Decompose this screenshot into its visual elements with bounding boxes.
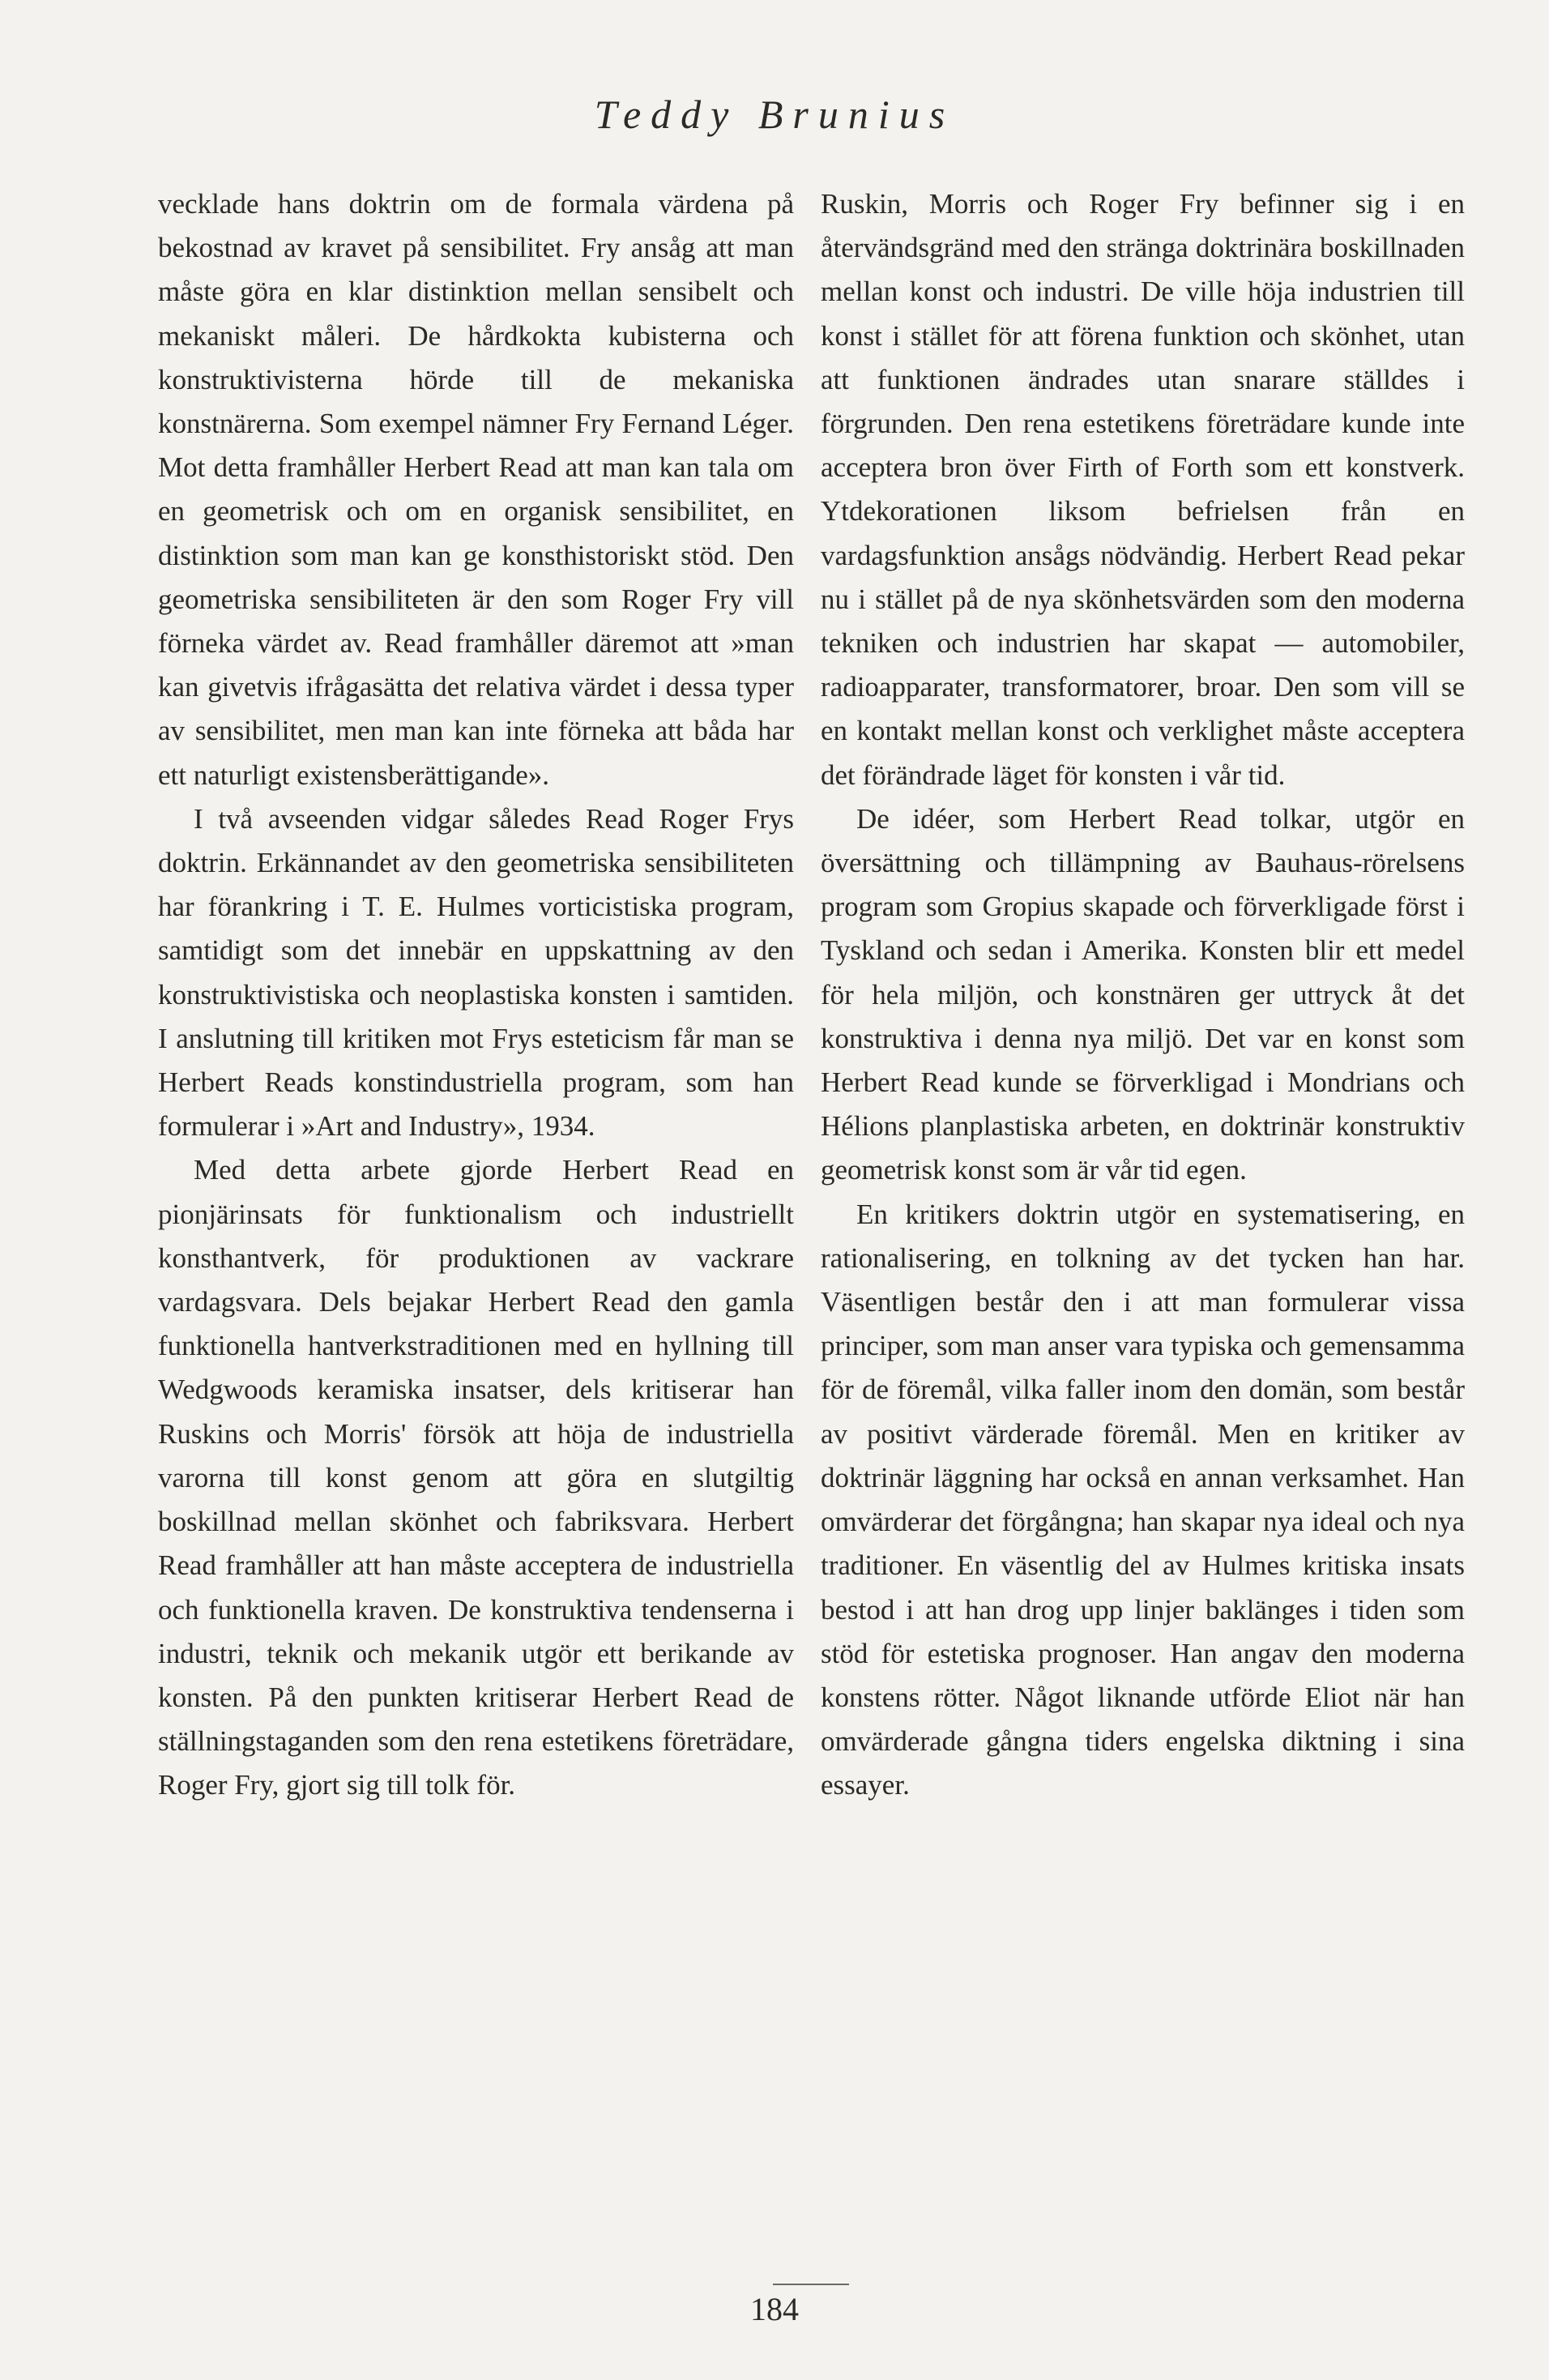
right-paragraph-1: Ruskin, Morris och Roger Fry befinner sig i en återvändsgränd med den stränga doktrinära boskillnaden mellan konst och industri. De ville höja industrien till konst i stället för att förena funktion och skönhet, utan att funktionen ändrades utan snarare ställdes i förgrunden. Den rena estetikens företrädare kunde inte acceptera bron över Firth of Forth som ett konstverk. Ytdekorationen liksom befrielsen från en vardagsfunktion ansågs nödvändig. Herbert Read pekar nu i stället på de nya skönhetsvärden som den moderna tekniken och industrien har skapat — automobiler, radioapparater, transformatorer, broar. Den som vill se en kontakt mellan konst och verklighet måste acceptera det förändrade läget för konsten i vår tid. [821, 188, 1465, 791]
left-paragraph-2: I två avseenden vidgar således Read Roger Frys doktrin. Erkännandet av den geometriska sensibiliteten har förankring i T. E. Hulmes vorticistiska program, samtidigt som det innebär en uppskattning av den konstruktivistiska och neoplastiska konsten i samtiden. I anslutning till kritiken mot Frys esteticism får man se Herbert Reads konstindustriella program, som han formulerar i »Art and Industry», 1934. [158, 802, 794, 1143]
left-column [158, 182, 794, 1808]
right-paragraph-2: De idéer, som Herbert Read tolkar, utgör en översättning och tillämpning av Bauhaus-rörelsens program som Gropius skapade och förverkligade först i Tyskland och sedan i Amerika. Konsten blir ett medel för hela miljön, och konstnären ger uttryck åt det konstruktiva i denna nya miljö. Det var en konst som Herbert Read kunde se förverkligad i Mondrians och Hélions planplastiska arbeten, en doktrinär konstruktiv geometrisk konst som är vår tid egen. [821, 802, 1465, 1186]
left-paragraph-1: vecklade hans doktrin om de formala värdena på bekostnad av kravet på sensibilitet. Fry ansåg att man måste göra en klar distinktion mellan sensibelt och mekaniskt måleri. De hårdkokta kubisterna och konstruktivisterna hörde till de mekaniska konstnärerna. Som exempel nämner Fry Fernand Léger. Mot detta framhåller Herbert Read att man kan tala om en geometrisk och om en organisk sensibilitet, en distinktion som man kan ge konsthistoriskt stöd. Den geometriska sensibiliteten är den som Roger Fry vill förneka värdet av. Read framhåller däremot att »man kan givetvis ifrågasätta det relativa värdet i dessa typer av sensibilitet, men man kan inte förneka att båda har ett naturligt existensberättigande». [158, 188, 794, 791]
page-number-rule [773, 2284, 849, 2285]
page-number: 184 [750, 2291, 799, 2327]
right-column [821, 182, 1465, 1808]
right-paragraph-3: En kritikers doktrin utgör en systematisering, en rationalisering, en tolkning av det tycken han har. Väsentligen består den i att man formulerar vissa principer, som man anser vara typiska och gemensamma för de föremål, vilka faller inom den domän, som består av positivt värderade föremål. Men en kritiker av doktrinär läggning har också en annan verksamhet. Han omvärderar det förgångna; han skapar nya ideal och nya traditioner. En väsentlig del av Hulmes kritiska insats bestod i att han drog upp linjer baklänges i tiden som stöd för estetiska prognoser. Han angav den moderna konstens rötter. Något liknande utförde Eliot när han omvärderade gångna tiders engelska diktning i sina essayer. [821, 1198, 1465, 1801]
running-head: Teddy Brunius [594, 92, 955, 137]
left-paragraph-3: Med detta arbete gjorde Herbert Read en pionjärinsats för funktionalism och industriellt konsthantverk, för produktionen av vackrare vardagsvara. Dels bejakar Herbert Read den gamla funktionella hantverkstraditionen med en hyllning till Wedgwoods keramiska insatser, dels kritiserar han Ruskins och Morris' försök att höja de industriella varorna till konst genom att göra en slutgiltig boskillnad mellan skönhet och fabriksvara. Herbert Read framhåller att han måste acceptera de industriella och funktionella kraven. De konstruktiva tendenserna i industri, teknik och mekanik utgör ett berikande av konsten. På den punkten kritiserar Herbert Read de ställningstaganden som den rena estetikens företrädare, Roger Fry, gjort sig till tolk för. [158, 1154, 794, 1801]
